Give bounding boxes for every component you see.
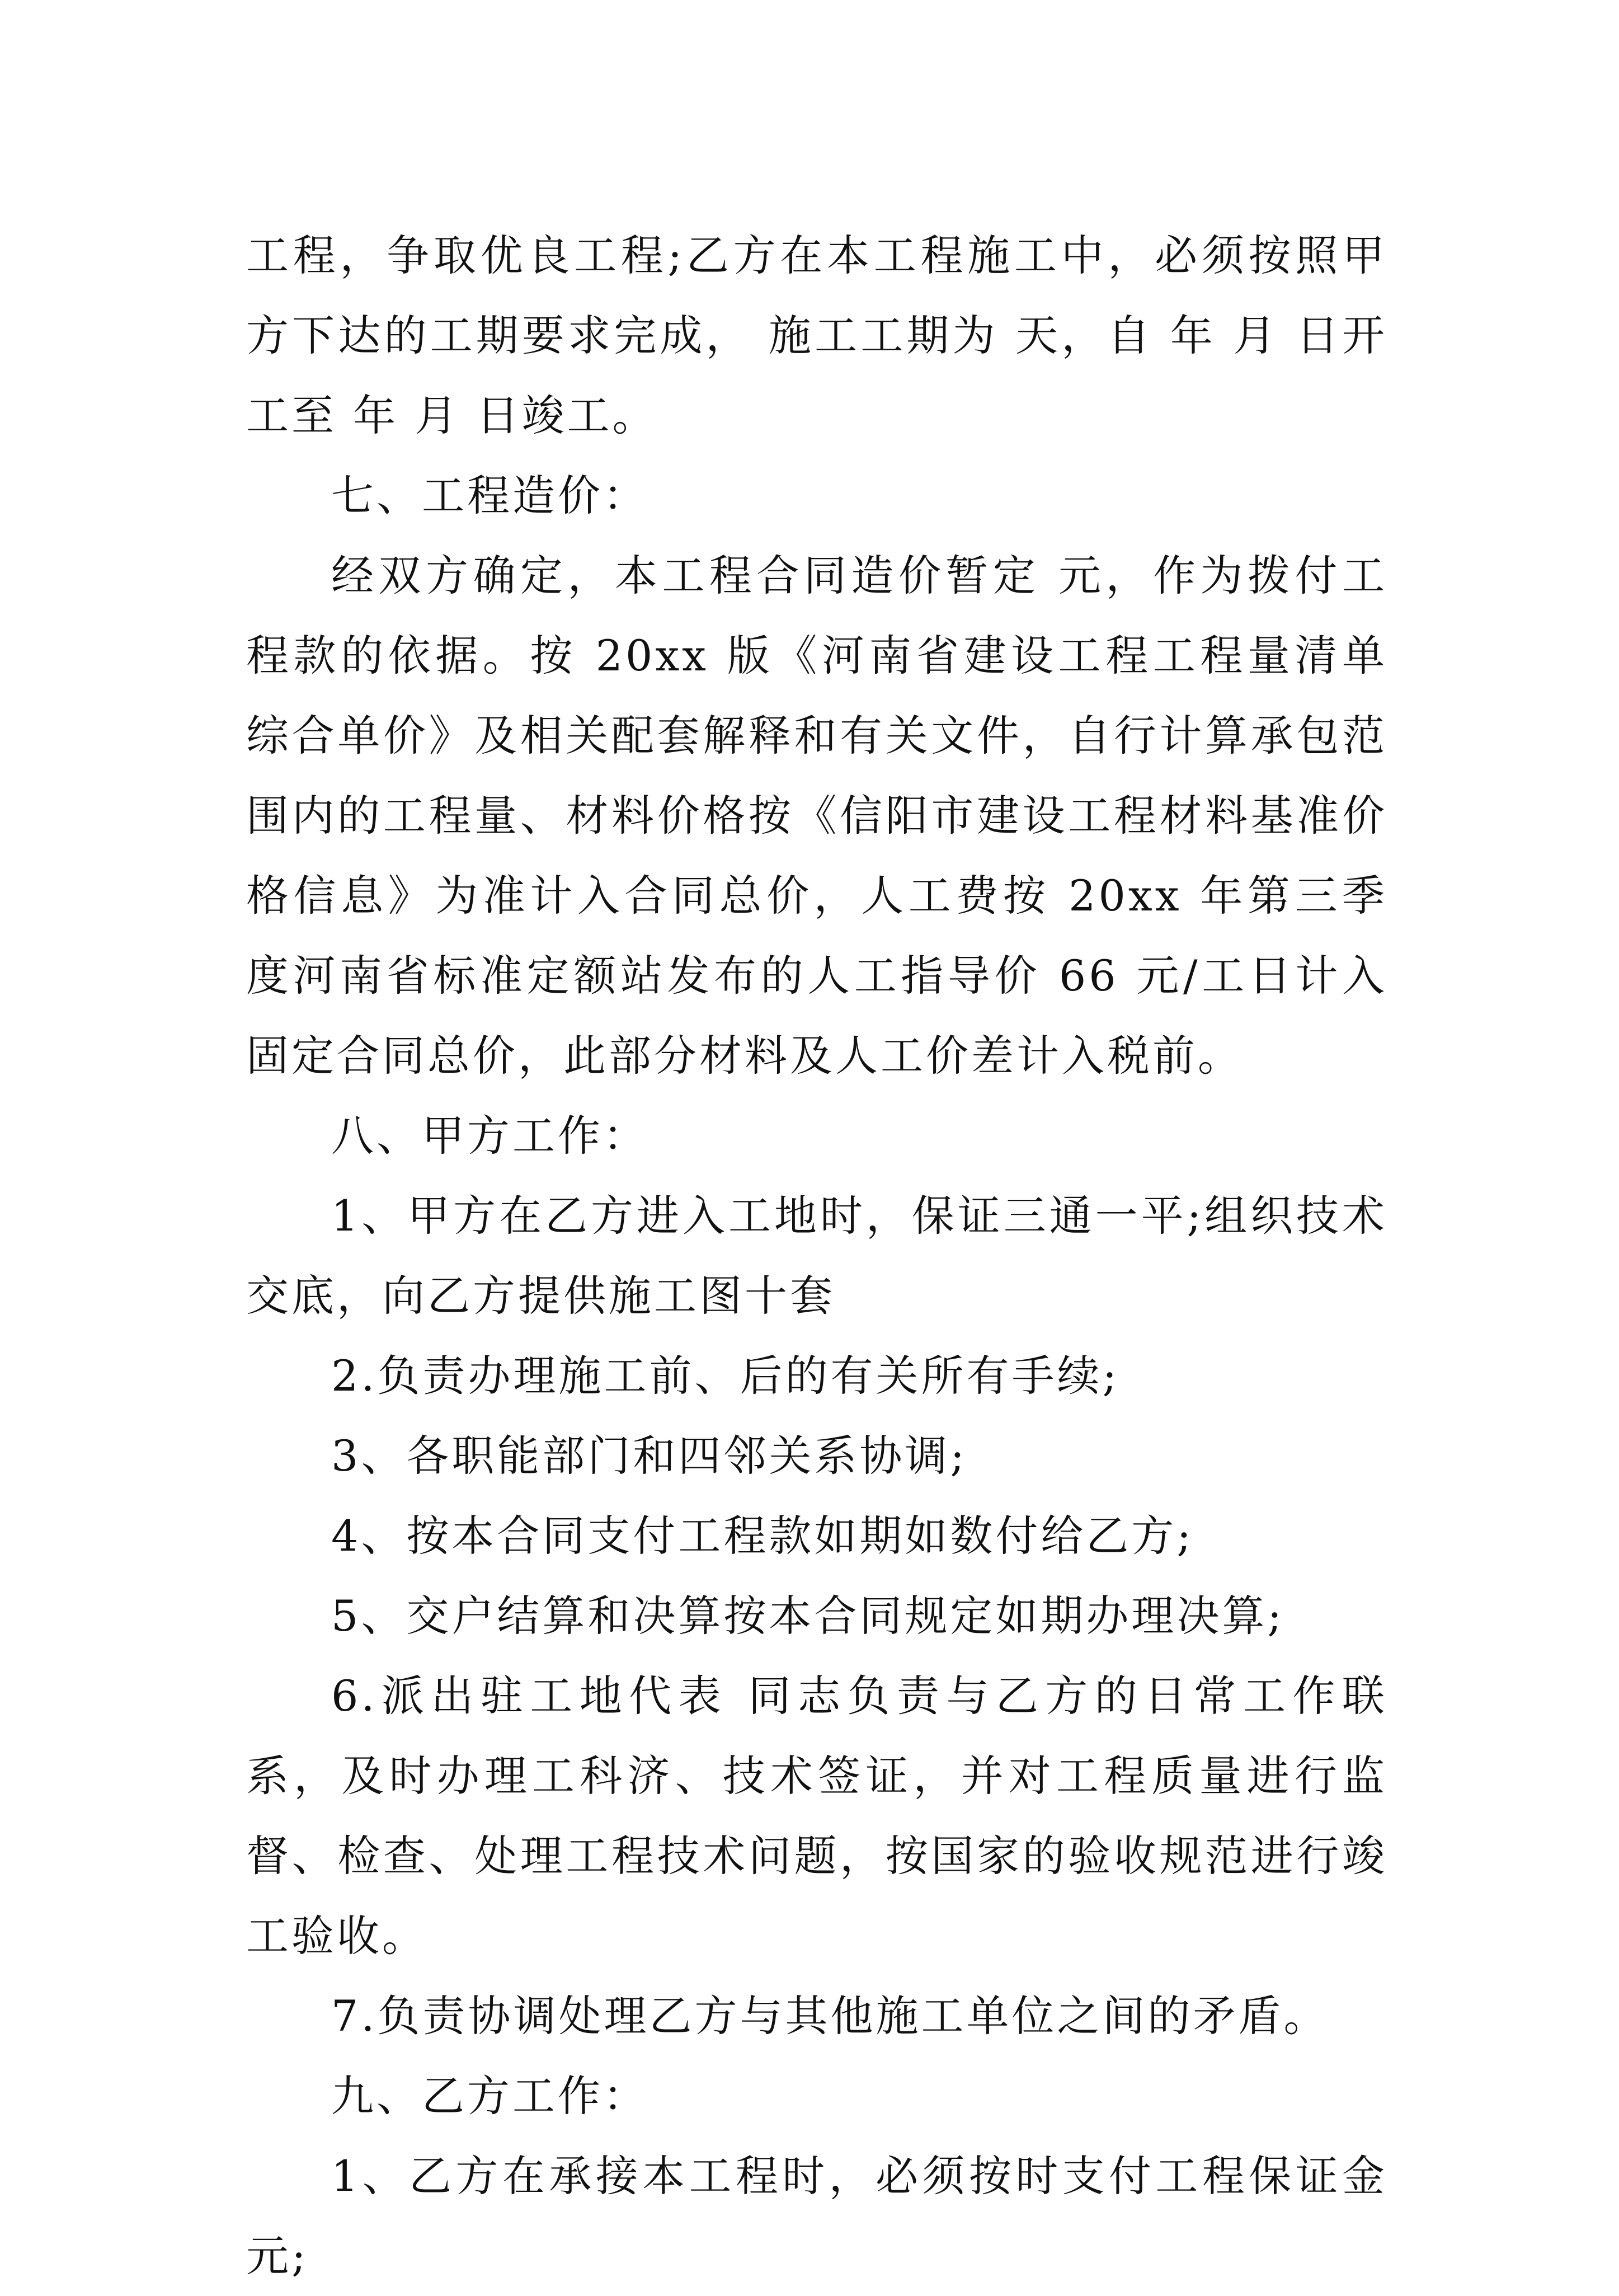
list-item-party-a-4: 4、按本合同支付工程款如期如数付给乙方; [331,1511,1194,1561]
document-body [246,215,1387,2296]
paragraph-project-cost: 经双方确定，本工程合同造价暂定 元，作为拨付工程款的依据。按 20xx 版《河南省建设工程工程量清单综合单价》及相关配套解释和有关文件，自行计算承包范围内的工程量、材料价格按《信阳市建设工程材料基准价格信息》为准计入合同总价，人工费按 20xx 年第三季度河南省标准定额站发布的人工指导价 66 元/工日计入固定合同总价，此部分材料及人工价差计入税前。 [246,551,1387,1081]
heading-party-b-work: 九、乙方工作： [331,2071,648,2121]
list-item-party-a-7: 7.负责协调处理乙方与其他施工单位之间的矛盾。 [331,1991,1329,2041]
list-item-party-a-5: 5、交户结算和决算按本合同规定如期办理决算; [331,1591,1284,1641]
list-item-party-b-1: 1、乙方在承接本工程时，必须按时支付工程保证金 元; [246,2151,1387,2281]
paragraph-construction-period: 工程，争取优良工程;乙方在本工程施工中，必须按照甲方下达的工期要求完成， 施工工期为 天，自 年 月 日开工至 年 月 日竣工。 [246,231,1387,440]
list-item-party-a-3: 3、各职能部门和四邻关系协调; [331,1431,967,1481]
heading-project-cost: 七、工程造价： [331,471,648,520]
list-item-party-a-6: 6.派出驻工地代表 同志负责与乙方的日常工作联系，及时办理工科济、技术签证，并对工程质量进行监督、检查、处理工程技术问题，按国家的验收规范进行竣工验收。 [246,1671,1387,1961]
list-item-party-a-2: 2.负责办理施工前、后的有关所有手续; [331,1351,1120,1401]
list-item-party-a-1: 1、甲方在乙方进入工地时，保证三通一平;组织技术交底，向乙方提供施工图十套 [246,1191,1387,1321]
heading-party-a-work: 八、甲方工作： [331,1111,648,1161]
